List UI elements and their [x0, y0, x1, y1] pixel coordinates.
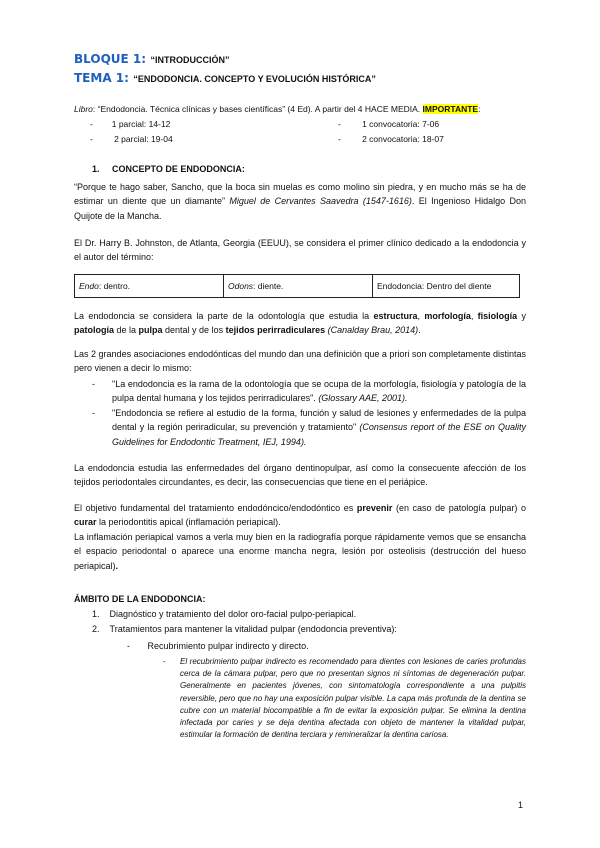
libro-text: : “Endodoncia. Técnica clínicas y bases científicas” (4 Ed). A partir del 4 HACE MEDIA. [92, 104, 421, 114]
ambito-subitem: - Recubrimiento pulpar indirecto y directo. [127, 641, 309, 651]
bloque-heading [74, 50, 230, 68]
exam-left-1: - 1 parcial: 14-12 [90, 119, 171, 129]
detail-dash: - [163, 657, 166, 666]
page-number: 1 [518, 800, 524, 810]
association-ese: - "Endodoncia se refiere al estudio de la forma, función y salud de lesiones y enfermedades de la pulpa dental y la región periradicular, su prevención y tratamiento" (Consensus report of the ESE on Quality Guidelines for Endodontic Treatment, IEJ, 1994). [82, 406, 526, 449]
recubrimiento-detail: El recubrimiento pulpar indirecto es recomendado para dientes con lesiones de caries profundas cerca de la cámara pulpar, pero que no presentan signos ni síntomas de degeneración pulpar. Generalmente en pacientes jóvenes, con sintomatología correspondiente a una pulpitis reversible, pero que no hay una exposición pulpar visible. La capa más profunda de la dentina se cubre con un material biocompatible a fin de evitar la exposición pulpar. Se elimina la dentina infectada por caries y se deja dentina afectada con objeto de mantener la vitalidad pulpar, estimular la formación de dentina terciara y remineralizar la dentina cariosa. [180, 657, 526, 740]
tema-heading [74, 69, 376, 87]
libro-label: Libro [74, 104, 93, 114]
term-endo: Endo: dentro. [75, 275, 224, 298]
section1-title: CONCEPTO DE ENDODONCIA: [112, 164, 245, 174]
inflamacion-paragraph: La inflamación periapical vamos a verla muy bien en la radiografía porque rápidamente vemos que se ensancha el espacio periodontal o aparece una enorme mancha negra, lesión por osteolisis (destrucción del hueso periapical). [74, 532, 526, 571]
important-badge: IMPORTANTE [422, 104, 479, 114]
exam-left-2: - 2 parcial: 19-04 [90, 134, 173, 144]
definition-paragraph: La endodoncia se considera la parte de la odontología que estudia la estructura, morfología, fisiología y patología de la pulpa dental y de los tejidos perirradiculares (Canalday Brau, 2014). [74, 311, 526, 336]
association-aae: - "La endodoncia es la rama de la odontología que se ocupa de la morfología, fisiología y patología de la pulpa dental humana y los tejidos perirradiculares". (Glossary AAE, 2001). [82, 377, 526, 406]
ambito-item-1: 1. Diagnóstico y tratamiento del dolor oro-facial pulpo-periapical. [92, 609, 357, 619]
terms-table [74, 274, 520, 298]
section1-heading [92, 162, 245, 176]
term-odons: Odons: diente. [224, 275, 373, 298]
ambito-heading: ÁMBITO DE LA ENDODONCIA: [74, 594, 206, 604]
johnston-paragraph: El Dr. Harry B. Johnston, de Atlanta, Georgia (EEUU), se considera el primer clínico dedicado a la endodoncia y el autor del término: [74, 238, 526, 263]
section1-number: 1. [92, 164, 100, 174]
cervantes-quote: “Porque te hago saber, Sancho, que la boca sin muelas es como molino sin piedra, y en mucho más se ha de estimar un diente que un diamante” Miguel de Cervantes Saavedra (1547-1616). El Ingenioso Hidalgo Don Quijote de la Mancha. [74, 182, 526, 221]
enfermedades-paragraph: La endodoncia estudia las enfermedades del órgano dentinopulpar, así como la consecuente afección de los tejidos periodontales circundantes, es decir, las consecuencias que tiene en el periápice. [74, 463, 526, 488]
associations-list [82, 377, 526, 449]
associations-intro: Las 2 grandes asociaciones endodónticas del mundo dan una definición que a priori son completamente distintas pero vienen a decir lo mismo: [74, 349, 526, 374]
tema-label: TEMA 1: [74, 71, 129, 85]
libro-colon: : [478, 104, 481, 114]
bloque-label: BLOQUE 1: [74, 52, 147, 66]
libro-line [74, 103, 534, 115]
term-endodoncia: Endodoncia: Dentro del diente [373, 275, 520, 298]
exam-right-2: - 2 convocatoria: 18-07 [338, 134, 444, 144]
quote-author: Miguel de Cervantes Saavedra (1547-1616) [229, 196, 412, 207]
ambito-item-2: 2. Tratamientos para mantener la vitalidad pulpar (endodoncia preventiva): [92, 624, 397, 634]
tema-title: “ENDODONCIA. CONCEPTO Y EVOLUCIÓN HISTÓRICA” [133, 74, 376, 84]
objetivo-paragraph: El objetivo fundamental del tratamiento endodóncico/endodóntico es prevenir (en caso de patología pulpar) o curar la periodontitis apical (inflamación periapical). [74, 503, 526, 528]
bloque-title: “INTRODUCCIÓN” [150, 55, 230, 65]
exam-right-1: - 1 convocatoria: 7-06 [338, 119, 440, 129]
